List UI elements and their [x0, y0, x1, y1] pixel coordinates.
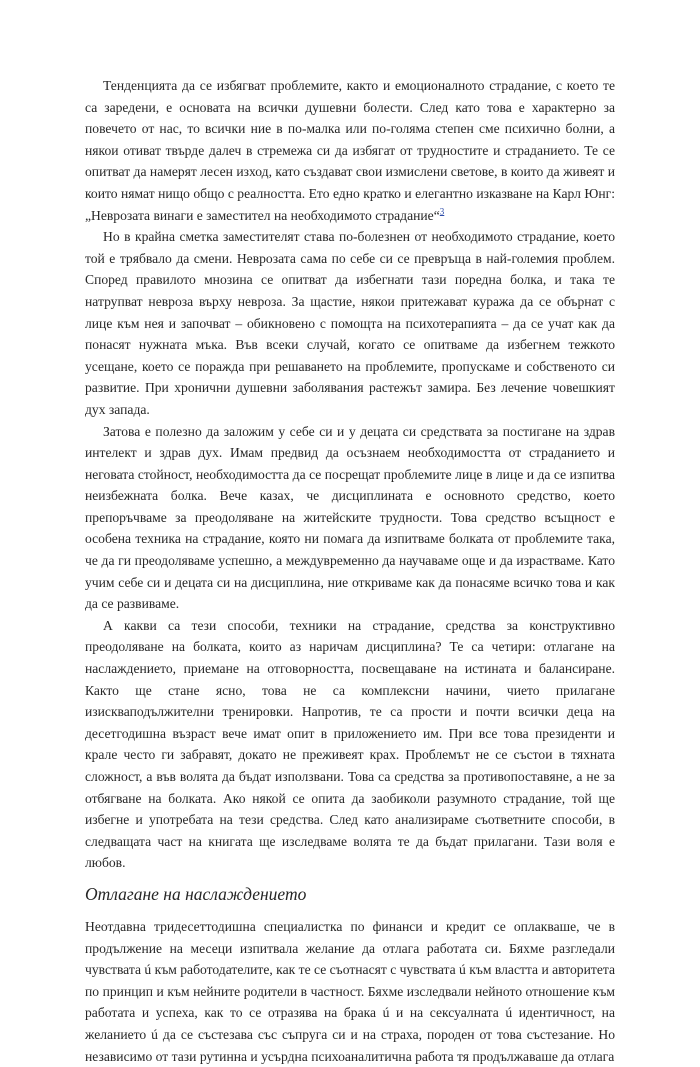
paragraph-text: Тенденцията да се избягват проблемите, както и емоционалното страдание, с което те са заредени, е основата на всички душевни болести. След като това е характерно за повечето от нас, то всички ние в по-малка или по-голяма степен сме психично болни, а някои отиват твърде далеч в стремежа си да избягат от трудностите и страданието. Те се опитват да намерят лесен изход, като създават свои измислени светове, в които да живеят и които нямат нищо общо с реалността. Ето едно кратко и елегантно изказване на Карл Юнг: „Неврозата винаги е заместител на необходимото страдание“: [85, 78, 615, 223]
paragraph-four-techniques: А какви са тези способи, техники на страдание, средства за конструктивно преодоляване на болката, които аз наричам дисциплина? Те са четири: отлагане на наслаждението, приемане на отговорността, посвещаване на истината и балансиране. Както ще стане ясно, това не са комплексни начини, чието прилагане изискваподължителни тренировки. Напротив, те са прости и почти всички деца на десетгодишна възраст вече имат опит в приложението им. При все това президенти и крале често ги забравят, докато не преживеят крах. Проблемът не се състои в тяхната сложност, а във волята да бъдат използвани. Това са средства за противопоставяне, а не за отбягване на болката. Ако някой се опита да заобиколи разумното страдание, той ще избегне и употребата на тези средства. След като анализираме съответните способи, в следващата част на книгата ще изследваме волята те да бъдат прилагани. Тази воля е любов.: [85, 617, 615, 871]
paragraph-neurosis-intro: [85, 75, 615, 226]
section-heading: Отлагане на наслаждението: [85, 883, 307, 904]
paragraph-substitute-suffering: Но в крайна сметка заместителят става по-болезнен от необходимото страдание, което той е трябвало да смени. Неврозата сама по себе си се превръща в най-големия проблем. Според правилото мнозина се опитват да избегнати тази поредна болка, и така те натрупват невроза върху невроза. За щастие, някои притежават куража да се обърнат с лице към нея и започват – обикновено с помощта на психотерапията – да се учат как да понасят нужната мъка. Във всеки случай, когато се опитваме да избегнем тежкото усещане, което се поражда при решаването на проблемите, пропускаме и собственото си развитие. При хронични душевни заболявания растежът замира. Без лечение човешкият дух запада.: [85, 229, 615, 417]
paragraph-discipline-means: Затова е полезно да заложим у себе си и у децата си средствата за постигане на здрав интелект и здрав дух. Имам предвид да осъзнаем необходимостта от страданието и неговата стойност, необходимостта да се посрещат проблемите лице в лице и да се изпитва неизбежната болка. Вече казах, че дисциплината е основното средство, което препоръчваме за преодоляване на житейските трудности. Това средство всъщност е особена техника на страдание, която ни помага да изпитваме болката от проблемите така, че да ги преодоляваме успешно, а междувременно да научаваме още и да израстваме. Като учим себе си и децата си на дисциплина, ние откриваме как да понасяме всичко това и как да се развиваме.: [85, 423, 615, 612]
document-page: [85, 75, 615, 1067]
footnote-link[interactable]: 3: [439, 206, 445, 217]
paragraph-finance-specialist: Неотдавна тридесеттодишна специалистка по финанси и кредит се оплакваше, че в продължение на месеци изпитвала желание да отлага работата си. Бяхме разгледали чувствата ú към работодателите, как те се съотнасят с чувствата ú към властта и авторитета по принцип и към нейните родители в частност. Бяхме изследвали нейното отношение към работата и успеха, как то се отразява на брака ú и на сексуалната ú идентичност, на желанието ú да се състезава със съпруга си и на страха, породен от това състезание. Но независимо от тази рутинна и усърдна психоаналитична работа тя продължаваше да отлага: [85, 918, 615, 1064]
